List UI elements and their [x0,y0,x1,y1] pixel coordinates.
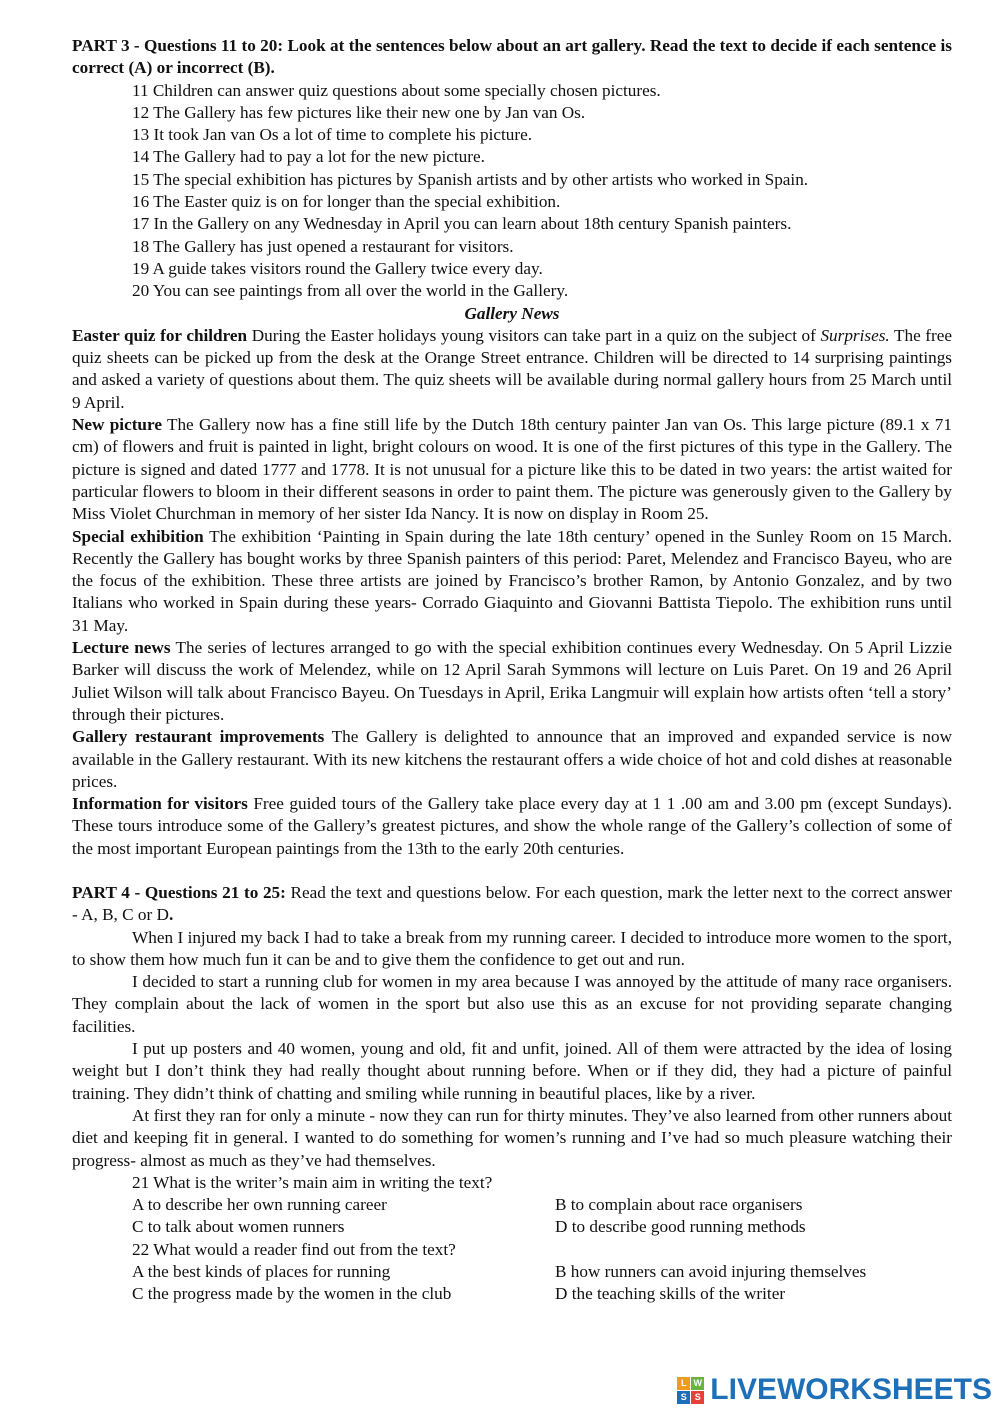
section-heading: New picture [72,415,162,435]
question-22-options-row [72,1261,952,1283]
part4-heading-label: PART 4 - Questions 21 to 25: [72,882,286,902]
question-item: 13 It took Jan van Os a lot of time to complete his picture. [132,125,533,145]
question-22: 22 What would a reader find out from the text? [132,1239,456,1259]
option-c[interactable]: C to talk about women runners [132,1217,345,1237]
question-21-options-row [72,1216,952,1238]
section-easter-quiz [72,325,952,414]
question-item: 12 The Gallery has few pictures like their new one by Jan van Os. [132,102,586,122]
section-heading: Easter quiz for children [72,325,248,345]
option-d[interactable]: D the teaching skills of the writer [555,1284,786,1304]
liveworksheets-logo [677,1373,992,1407]
section-body: Free guided tours of the Gallery take place every day at 1 1 .00 am and 3.00 pm (except Sundays). These tours introduce some of the Gallery’s greatest pictures, and show the whole range of the Gallery’s collection of some of the most important European paintings from the 13th to the early 20th centuries. [72,794,953,858]
section-new-picture [72,414,952,525]
section-special-exhibition [72,526,952,637]
option-b[interactable]: B how runners can avoid injuring themselves [555,1262,867,1282]
section-body-italic: Surprises. [820,325,890,345]
section-body: During the Easter holidays young visitors can take part in a quiz on the subject of [247,325,821,345]
section-body: The free quiz sheets can be picked up from the desk at the Orange Street entrance. Children will be directed to 14 surprising paintings and asked a variety of questions about them. The quiz sheets will be available during normal gallery hours from 25 March until 9 April. [72,325,952,412]
logo-text: LIVEWORKSHEETS [710,1373,992,1406]
question-item: 17 In the Gallery on any Wednesday in April you can learn about 18th century Spanish painters. [132,214,792,234]
section-lecture-news [72,637,952,726]
part4-heading-end: . [168,905,174,925]
section-restaurant [72,726,952,793]
part3-question-list [72,80,952,303]
logo-tile: S [677,1391,690,1404]
question-item: 18 The Gallery has just opened a restaurant for visitors. [132,236,514,256]
question-22-options-row [72,1283,952,1305]
part4-heading [72,882,952,927]
part3-heading: PART 3 - Questions 11 to 20: Look at the sentences below about an art gallery. Read the text to decide if each sentence is correct (A) or incorrect (B). [72,36,952,78]
question-item: 16 The Easter quiz is on for longer than the special exhibition. [132,192,561,212]
section-heading: Special exhibition [72,526,204,546]
reading-paragraph: I decided to start a running club for women in my area because I was annoyed by the attitude of many race organisers. They complain about the lack of women in the sport but also use this as an excuse for not providing separate changing facilities. [72,972,952,1036]
section-heading: Lecture news [72,638,171,658]
part4-heading-text: Read the text and questions below. For each question, mark the letter next to the correct answer - A, B, C or D [72,882,952,925]
spacer [72,860,952,882]
question-21: 21 What is the writer’s main aim in writing the text? [132,1172,493,1192]
question-21-options-row [72,1194,952,1216]
reading-paragraph: When I injured my back I had to take a break from my running career. I decided to introduce more women to the sport, to show them how much fun it can be and to give them the confidence to get out and run. [72,927,952,969]
question-item: 20 You can see paintings from all over the world in the Gallery. [132,281,569,301]
question-item: 14 The Gallery had to pay a lot for the new picture. [132,147,485,167]
section-body: The series of lectures arranged to go with the special exhibition continues every Wednesday. On 5 April Lizzie Barker will discuss the work of Melendez, while on 12 April Sarah Symmons will lecture on Luis Paret. On 19 and 26 April Juliet Wilson will talk about Francisco Bayeu. On Tuesdays in April, Erika Langmuir will explain how artists often ‘tell a story’ through their pictures. [72,638,952,724]
gallery-news-title: Gallery News [464,303,560,323]
option-b[interactable]: B to complain about race organisers [555,1195,803,1215]
section-heading: Gallery restaurant improvements [72,727,325,747]
section-body: The Gallery is delighted to announce that an improved and expanded service is now available in the Gallery restaurant. With its new kitchens the restaurant offers a wide choice of hot and cold dishes at reasonable prices. [72,727,952,791]
option-a[interactable]: A the best kinds of places for running [132,1262,391,1282]
logo-tile: W [691,1377,704,1390]
reading-paragraph: At first they ran for only a minute - now they can run for thirty minutes. They’ve also learned from other runners about diet and keeping fit in general. I wanted to do something for women’s running and I’ve had so much pleasure watching their progress- almost as much as they’ve had themselves. [72,1105,952,1170]
reading-paragraph: I put up posters and 40 women, young and old, fit and unfit, joined. All of them were attracted by the idea of losing weight but I don’t think they had really thought about running before. When or if they did, they had a picture of painful training. They didn’t think of chatting and smiling while running in beautiful places, like by a river. [72,1039,952,1103]
option-a[interactable]: A to describe her own running career [132,1195,387,1215]
logo-tile: L [677,1377,690,1390]
liveworksheets-logo-icon [677,1377,704,1404]
option-d[interactable]: D to describe good running methods [555,1217,806,1237]
section-body: The Gallery now has a fine still life by the Dutch 18th century painter Jan van Os. This large picture (89.1 x 71 cm) of flowers and fruit is painted in light, bright colours on wood. It is one of the first pictures of this type in the Gallery. The picture is signed and dated 1777 and 1778. It is not unusual for a picture like this to be dated in two years: the artist waited for particular flowers to bloom in their different seasons in order to paint them. The picture was generously given to the Gallery by Miss Violet Churchman in memory of her sister Ida Nancy. It is now on display in Room 25. [72,415,952,524]
option-c[interactable]: C the progress made by the women in the club [132,1284,452,1304]
logo-tile: S [691,1391,704,1404]
worksheet-page [72,35,952,1306]
section-body: The exhibition ‘Painting in Spain during the late 18th century’ opened in the Sunley Room on 15 March. Recently the Gallery has bought works by three Spanish painters of this period: Paret, Melendez and Francisco Bayeu, who are the focus of the exhibition. These three artists are joined by Francisco’s brother Ramon, by Antonio Gonzalez, and by two Italians who worked in Spain during these years- Corrado Giaquinto and Giovanni Battista Tiepolo. The exhibition runs until 31 May. [72,526,952,635]
section-heading: Information for visitors [72,794,248,814]
question-item: 15 The special exhibition has pictures by Spanish artists and by other artists who worked in Spain. [132,169,809,189]
question-item: 19 A guide takes visitors round the Gallery twice every day. [132,258,543,278]
section-visitor-info [72,793,952,860]
question-item: 11 Children can answer quiz questions about some specially chosen pictures. [132,80,661,100]
